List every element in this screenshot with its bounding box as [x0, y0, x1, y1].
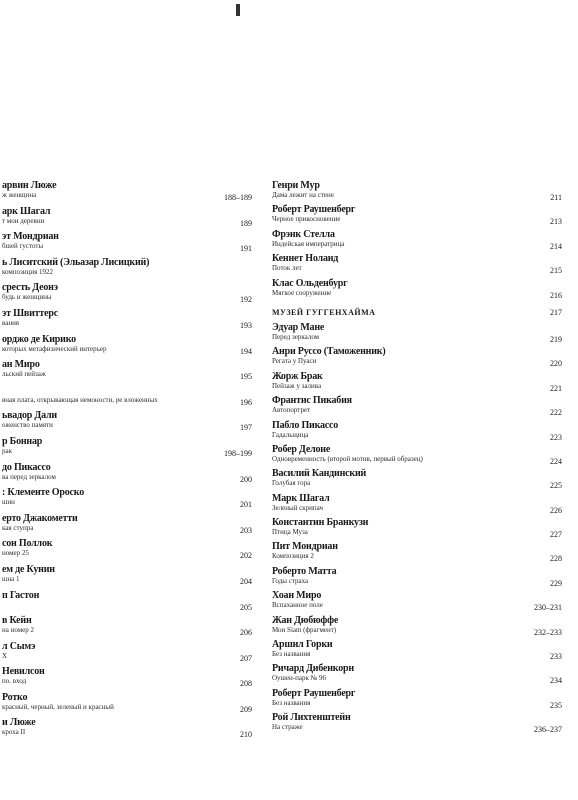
entry-page-number: 235: [550, 700, 562, 710]
entry-work-title: Годы страха: [272, 576, 309, 585]
entry-page-number: 223: [550, 432, 562, 442]
contents-entry: [0, 717, 258, 743]
entry-work-title: красный, черный, зеленый и красный: [2, 702, 114, 711]
entry-page-number: 215: [550, 266, 562, 276]
contents-entry: [0, 641, 258, 667]
entry-page-number: 230–231: [534, 603, 562, 613]
entry-author: Пит Мондриан: [272, 541, 338, 553]
entry-page-number: 227: [550, 530, 562, 540]
entry-author: Жан Дюбюффе: [272, 614, 339, 626]
entry-work-title: Мягкое сооружение: [272, 288, 332, 297]
entry-work-title: Поток лет: [272, 264, 302, 273]
contents-entry: [262, 688, 568, 712]
entry-page-number: 194: [240, 346, 252, 356]
entry-author: арвин Люже: [2, 180, 57, 191]
contents-entry: [0, 257, 258, 283]
contents-entry: [0, 615, 258, 641]
entry-work-title: Регата у Пуаси: [272, 357, 317, 366]
entry-work-title: Х: [2, 651, 8, 660]
entry-author: Фрэнк Стелла: [272, 228, 335, 240]
contents-entry: [0, 590, 258, 616]
contents-entry: [0, 436, 258, 462]
entry-page-number: 232–233: [534, 627, 562, 637]
entry-work-title: кая ступра: [2, 523, 34, 532]
entry-page-number: 192: [240, 295, 252, 305]
contents-entry: [0, 385, 258, 411]
contents-entry: [0, 206, 258, 232]
entry-page-number: 196: [240, 397, 252, 407]
entry-author: и Люже: [2, 717, 36, 729]
entry-page-number: 216: [550, 290, 562, 300]
entry-author: р Боннар: [2, 435, 43, 447]
entry-work-title: Перед зеркалом: [272, 332, 320, 341]
entry-author: Анри Руссо (Таможенник): [272, 346, 386, 358]
entry-work-title: будь и женщины: [2, 293, 52, 302]
contents-entry: [262, 444, 568, 468]
entry-author: Роберт Раушенберг: [272, 687, 356, 699]
contents-entry: [262, 322, 568, 346]
contents-entry: [0, 282, 258, 308]
entry-work-title: Без названия: [272, 698, 311, 707]
entry-page-number: 202: [240, 551, 252, 561]
entry-work-title: Птица Муза: [272, 528, 308, 537]
entry-page-number: 198–199: [224, 448, 252, 458]
entry-author: ерто Джакометти: [2, 512, 78, 524]
entry-page-number: 195: [240, 372, 252, 382]
entry-work-title: т мои деревни: [2, 216, 45, 225]
entry-page-number: 189: [240, 218, 252, 228]
contents-entry: [0, 462, 258, 488]
entry-page-number: 210: [240, 730, 252, 740]
entry-work-title: оженство памяти: [2, 421, 53, 430]
contents-entry: [0, 692, 258, 718]
entry-author: эт Мондриан: [2, 231, 59, 243]
entry-work-title: бшей густоты: [2, 242, 44, 251]
contents-entry: [262, 663, 568, 687]
entry-author: в Кейн: [2, 615, 32, 627]
entry-author: Аршил Горки: [272, 639, 333, 651]
entry-author: Франтис Пикабия: [272, 395, 352, 407]
entry-work-title: Мои Siam (фрагмент): [272, 625, 337, 634]
contents-entry: [0, 308, 258, 334]
entry-author: Робер Делоне: [272, 443, 331, 455]
contents-entry: [0, 180, 258, 206]
contents-entry: [0, 487, 258, 513]
entry-work-title: вания: [2, 318, 20, 327]
entry-work-title: на номер 2: [2, 626, 35, 635]
entry-page-number: 200: [240, 474, 252, 484]
contents-entry: [262, 180, 568, 204]
entry-page-number: 222: [550, 408, 562, 418]
entry-author: ьвадор Дали: [2, 410, 57, 422]
entry-page-number: 193: [240, 320, 252, 330]
entry-author: орджо де Кирико: [2, 333, 76, 345]
contents-entry: [262, 278, 568, 302]
entry-work-title: На страже: [272, 723, 303, 732]
entry-author: Пабло Пикассо: [272, 419, 339, 431]
entry-work-title: по. вход: [2, 677, 27, 686]
entry-page-number: 233: [550, 652, 562, 662]
entry-page-number: 229: [550, 578, 562, 588]
entry-page-number: 208: [240, 679, 252, 689]
entry-page-number: 220: [550, 359, 562, 369]
entry-author: Ричард Дибенкорн: [272, 663, 354, 675]
entry-page-number: 191: [240, 244, 252, 254]
contents-entry: [262, 493, 568, 517]
entry-page-number: 209: [240, 704, 252, 714]
contents-entry: [0, 538, 258, 564]
entry-work-title: ва перед зеркалом: [2, 472, 56, 481]
entry-author: Невилсон: [2, 666, 45, 678]
entry-author: Жорж Брак: [272, 370, 323, 382]
entry-author: Кеннет Ноланд: [272, 253, 339, 265]
entry-work-title: Вспаханное поле: [272, 601, 323, 610]
entry-work-title: Одновременность (второй мотив, первый образец): [272, 454, 423, 463]
entry-work-title: Без названия: [272, 650, 311, 659]
entry-work-title: Черное прикосновение: [272, 215, 341, 224]
entry-author: л Сымэ: [2, 640, 36, 652]
contents-entry: [262, 517, 568, 541]
entry-work-title: кроха II: [2, 728, 26, 737]
entry-author: Клас Ольденбург: [272, 277, 348, 289]
entry-page-number: 188–189: [224, 193, 252, 202]
entry-page-number: 205: [240, 602, 252, 612]
contents-entry: [0, 666, 258, 692]
entry-page-number: 211: [550, 193, 562, 202]
entry-author: сон Поллок: [2, 538, 53, 550]
entry-page-number: 203: [240, 525, 252, 535]
entry-work-title: Оушен-парк № 96: [272, 674, 327, 683]
contents-entry: [262, 541, 568, 565]
entry-author: Хоан Миро: [272, 590, 322, 602]
entry-author: до Пикассо: [2, 461, 51, 473]
contents-entry: [0, 334, 258, 360]
entry-author: Роберт Раушенберг: [272, 204, 356, 216]
contents-entry: [262, 420, 568, 444]
contents-entry: [262, 204, 568, 228]
contents-entry: [262, 639, 568, 663]
entry-work-title: шна 1: [2, 574, 20, 583]
entry-author: п Гастон: [2, 589, 40, 601]
entry-author: Генри Мур: [272, 180, 320, 191]
entry-author: Марк Шагал: [272, 492, 330, 504]
entry-author: Рой Лихтенштейн: [272, 712, 351, 724]
entry-work-title: шин: [2, 498, 15, 507]
contents-entry: [262, 468, 568, 492]
entry-author: арк Шагал: [2, 205, 51, 217]
entry-page-number: 214: [550, 241, 562, 251]
entry-author: ан Миро: [2, 359, 40, 371]
entry-work-title: ж женщина: [2, 191, 37, 199]
entry-work-title: рак: [2, 446, 13, 455]
contents-entry: [262, 615, 568, 639]
entry-page-number: 224: [550, 456, 562, 466]
contents-entry: [0, 564, 258, 590]
contents-column-left: [0, 180, 258, 743]
contents-entry: [262, 395, 568, 419]
entry-work-title: вная плата, открывающая немоности, ре вложенных: [2, 395, 158, 404]
entry-author: Константин Бранкузи: [272, 517, 369, 529]
entry-work-title: Гадальщица: [272, 430, 309, 439]
entry-work-title: льский пейзаж: [2, 370, 46, 379]
entry-page-number: 213: [550, 217, 562, 227]
entry-page-number: 197: [240, 423, 252, 433]
contents-entry: [262, 371, 568, 395]
entry-work-title: Автопортрет: [272, 406, 311, 415]
entry-page-number: 221: [550, 383, 562, 393]
contents-entry: [0, 513, 258, 539]
section-heading: [262, 302, 568, 322]
entry-author: Ротко: [2, 691, 28, 703]
entry-work-title: которых метафизический интерьер: [2, 344, 107, 353]
entry-page-number: 204: [240, 576, 252, 586]
contents-entry: [262, 566, 568, 590]
contents-column-right: [262, 180, 568, 737]
entry-page-number: 206: [240, 628, 252, 638]
entry-work-title: Пейзаж у залива: [272, 381, 322, 390]
entry-author: эт Швиттерс: [2, 307, 58, 319]
section-page-number: 217: [550, 307, 562, 317]
contents-entry: [0, 231, 258, 257]
contents-entry: [0, 359, 258, 385]
entry-author: ем де Кунин: [2, 563, 55, 575]
entry-page-number: 225: [550, 481, 562, 491]
entry-page-number: 228: [550, 554, 562, 564]
entry-author: : Клементе Ороско: [2, 487, 85, 499]
entry-work-title: композиция 1922: [2, 267, 54, 276]
entry-page-number: 234: [550, 676, 562, 686]
entry-work-title: Композиция 2: [272, 552, 314, 561]
scan-mark: [236, 4, 240, 16]
entry-author: Эдуар Мане: [272, 321, 325, 333]
entry-author: ь Лиситский (Эльазар Лисицкий): [2, 256, 150, 268]
entry-page-number: 236–237: [534, 725, 562, 735]
contents-entry: [262, 253, 568, 277]
entry-work-title: Зеленый скрипач: [272, 503, 324, 512]
entry-page-number: 219: [550, 334, 562, 344]
contents-entry: [262, 712, 568, 736]
contents-entry: [262, 590, 568, 614]
entry-work-title: Индейская императрица: [272, 239, 345, 248]
entry-work-title: Дама лежит на стене: [272, 191, 334, 199]
contents-entry: [262, 346, 568, 370]
entry-author: Василий Кандинский: [272, 468, 367, 480]
entry-work-title: номер 25: [2, 549, 29, 558]
entry-author: сресть Деонэ: [2, 282, 58, 294]
contents-entry: [262, 229, 568, 253]
contents-entry: [0, 410, 258, 436]
section-title: МУЗЕЙ ГУГГЕНХАЙМА: [272, 307, 376, 317]
entry-page-number: 226: [550, 505, 562, 515]
entry-work-title: Голубая гора: [272, 479, 311, 488]
entry-page-number: 201: [240, 500, 252, 510]
entry-page-number: 207: [240, 653, 252, 663]
entry-author: Роберто Матта: [272, 565, 337, 577]
